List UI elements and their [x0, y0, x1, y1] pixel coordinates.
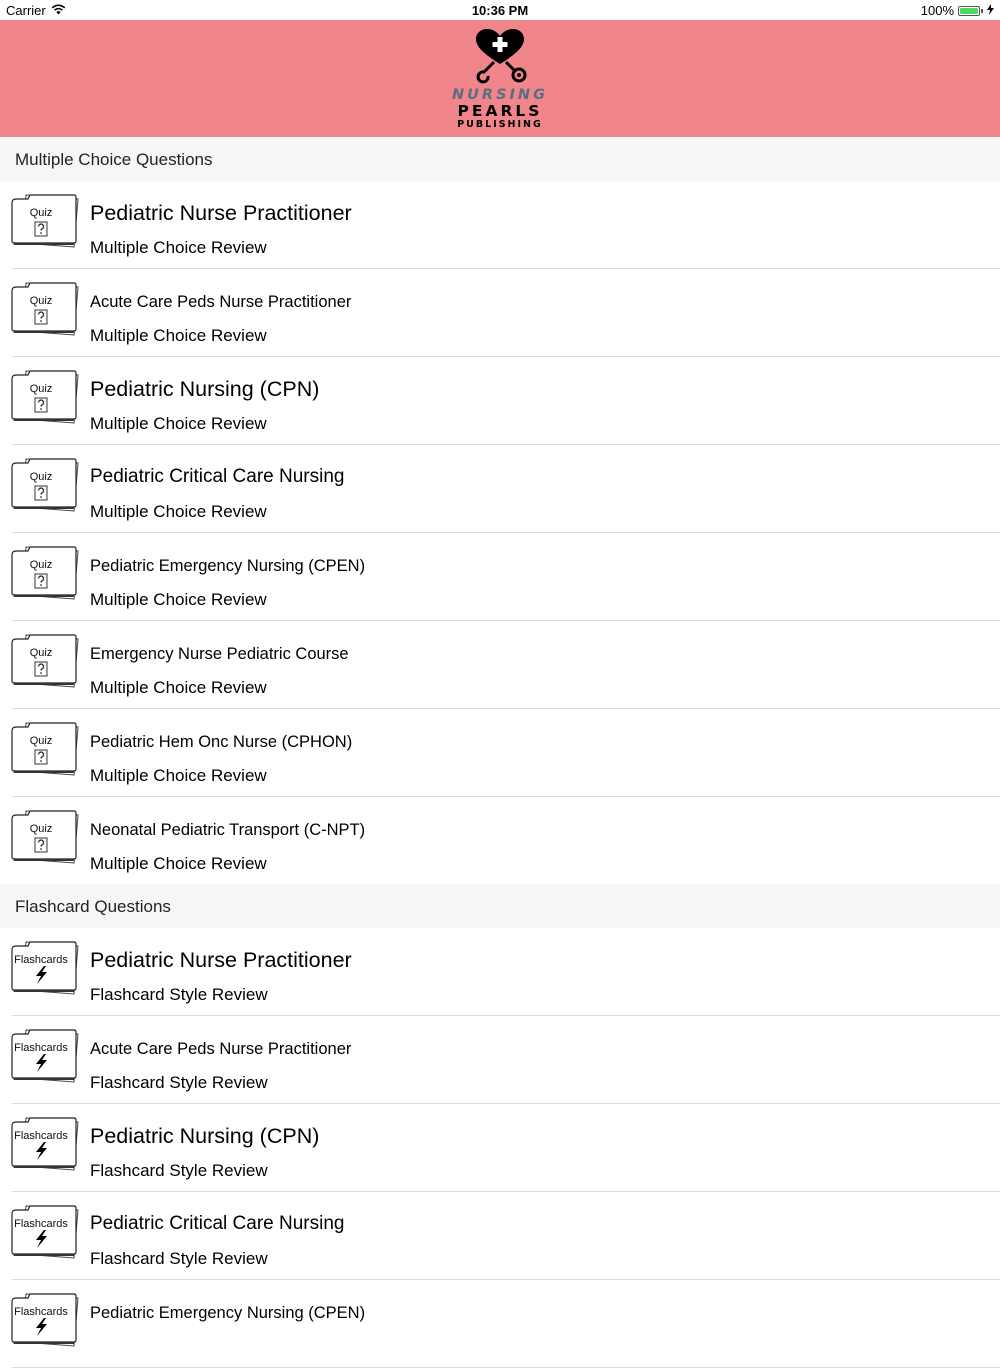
- item-subtitle: Multiple Choice Review: [90, 238, 267, 257]
- item-title: Pediatric Critical Care Nursing: [90, 466, 345, 487]
- flashcards-card-icon: [10, 1292, 80, 1348]
- item-subtitle: Flashcard Style Review: [90, 1161, 268, 1180]
- lightning-icon: [33, 1318, 47, 1334]
- icon-label: Quiz: [29, 471, 53, 483]
- logo-word-publishing: PUBLISHING: [457, 119, 543, 130]
- flashcards-card-icon: [10, 940, 80, 996]
- icon-label: Flashcards: [14, 1042, 68, 1054]
- list-item[interactable]: [0, 709, 1000, 797]
- quiz-card-icon: [10, 193, 80, 249]
- quiz-card-icon: [10, 809, 80, 865]
- item-subtitle: Flashcard Style Review: [90, 1073, 268, 1092]
- list-item[interactable]: [0, 445, 1000, 533]
- charging-bolt-icon: [987, 3, 994, 18]
- item-subtitle: Flashcard Style Review: [90, 1249, 268, 1268]
- carrier-label: Carrier: [6, 3, 46, 18]
- question-icon: [34, 221, 48, 237]
- item-subtitle: Multiple Choice Review: [90, 854, 267, 873]
- icon-label: Quiz: [29, 559, 53, 571]
- list-item[interactable]: [0, 1280, 1000, 1368]
- lightning-icon: [33, 1230, 47, 1246]
- item-subtitle: Multiple Choice Review: [90, 590, 267, 609]
- question-icon: [34, 573, 48, 589]
- icon-label: Quiz: [29, 207, 53, 219]
- lightning-icon: [33, 1054, 47, 1070]
- list-item[interactable]: [0, 928, 1000, 1016]
- battery-tip: [981, 9, 983, 13]
- item-subtitle: Multiple Choice Review: [90, 678, 267, 697]
- section-header-flashcards: [0, 884, 1000, 928]
- quiz-card-icon: [10, 721, 80, 777]
- quiz-card-icon: [10, 633, 80, 689]
- icon-label: Flashcards: [14, 1306, 68, 1318]
- app-header: [0, 20, 1000, 137]
- item-title: Pediatric Hem Onc Nurse (CPHON): [90, 733, 353, 751]
- item-title: Pediatric Nursing (CPN): [90, 377, 320, 401]
- question-icon: [34, 749, 48, 765]
- section-title: Flashcard Questions: [15, 897, 171, 916]
- item-title: Acute Care Peds Nurse Practitioner: [90, 1040, 352, 1058]
- item-subtitle: Multiple Choice Review: [90, 502, 267, 521]
- icon-label: Flashcards: [14, 954, 68, 966]
- question-icon: [34, 485, 48, 501]
- question-icon: [34, 661, 48, 677]
- icon-label: Quiz: [29, 295, 53, 307]
- item-subtitle: Multiple Choice Review: [90, 414, 267, 433]
- icon-label: Flashcards: [14, 1218, 68, 1230]
- list-item[interactable]: [0, 269, 1000, 357]
- logo-word-pearls: PEARLS: [457, 102, 543, 120]
- icon-label: Quiz: [29, 383, 53, 395]
- icon-label: Flashcards: [14, 1130, 68, 1142]
- item-title: Pediatric Critical Care Nursing: [90, 1213, 345, 1234]
- nursing-pearls-logo: [440, 28, 560, 132]
- list-item[interactable]: [0, 797, 1000, 885]
- item-title: Pediatric Nurse Practitioner: [90, 201, 352, 225]
- flashcards-card-icon: [10, 1204, 80, 1260]
- status-bar: [0, 0, 1000, 20]
- item-title: Pediatric Nursing (CPN): [90, 1124, 320, 1148]
- quiz-card-icon: [10, 281, 80, 337]
- question-icon: [34, 397, 48, 413]
- lightning-icon: [33, 966, 47, 982]
- item-subtitle: Multiple Choice Review: [90, 766, 267, 785]
- quiz-card-icon: [10, 545, 80, 601]
- section-header-multiple-choice: [0, 137, 1000, 181]
- list-item[interactable]: [0, 1192, 1000, 1280]
- logo-word-nursing: NURSING: [452, 87, 548, 103]
- flashcards-card-icon: [10, 1028, 80, 1084]
- quiz-card-icon: [10, 457, 80, 513]
- list-item[interactable]: [0, 357, 1000, 445]
- icon-label: Quiz: [29, 735, 53, 747]
- battery-percent: 100%: [920, 3, 954, 18]
- item-title: Emergency Nurse Pediatric Course: [90, 645, 349, 663]
- item-title: Pediatric Nurse Practitioner: [90, 948, 352, 972]
- section-title: Multiple Choice Questions: [15, 150, 213, 169]
- item-subtitle: Flashcard Style Review: [90, 985, 268, 1004]
- clock: 10:36 PM: [471, 3, 529, 18]
- item-subtitle: Multiple Choice Review: [90, 326, 267, 345]
- battery-icon: [958, 6, 980, 16]
- question-icon: [34, 309, 48, 325]
- question-icon: [34, 837, 48, 853]
- list-item[interactable]: [0, 1104, 1000, 1192]
- flashcards-card-icon: [10, 1116, 80, 1172]
- item-title: Neonatal Pediatric Transport (C-NPT): [90, 821, 366, 839]
- quiz-card-icon: [10, 369, 80, 425]
- item-title: Pediatric Emergency Nursing (CPEN): [90, 1304, 366, 1322]
- list-item[interactable]: [0, 1016, 1000, 1104]
- icon-label: Quiz: [29, 647, 53, 659]
- lightning-icon: [33, 1142, 47, 1158]
- heart-stethoscope-icon: [468, 28, 532, 84]
- list-item[interactable]: [0, 621, 1000, 709]
- icon-label: Quiz: [29, 823, 53, 835]
- item-title: Pediatric Emergency Nursing (CPEN): [90, 557, 366, 575]
- item-title: Acute Care Peds Nurse Practitioner: [90, 293, 352, 311]
- list-item[interactable]: [0, 181, 1000, 269]
- list-item[interactable]: [0, 533, 1000, 621]
